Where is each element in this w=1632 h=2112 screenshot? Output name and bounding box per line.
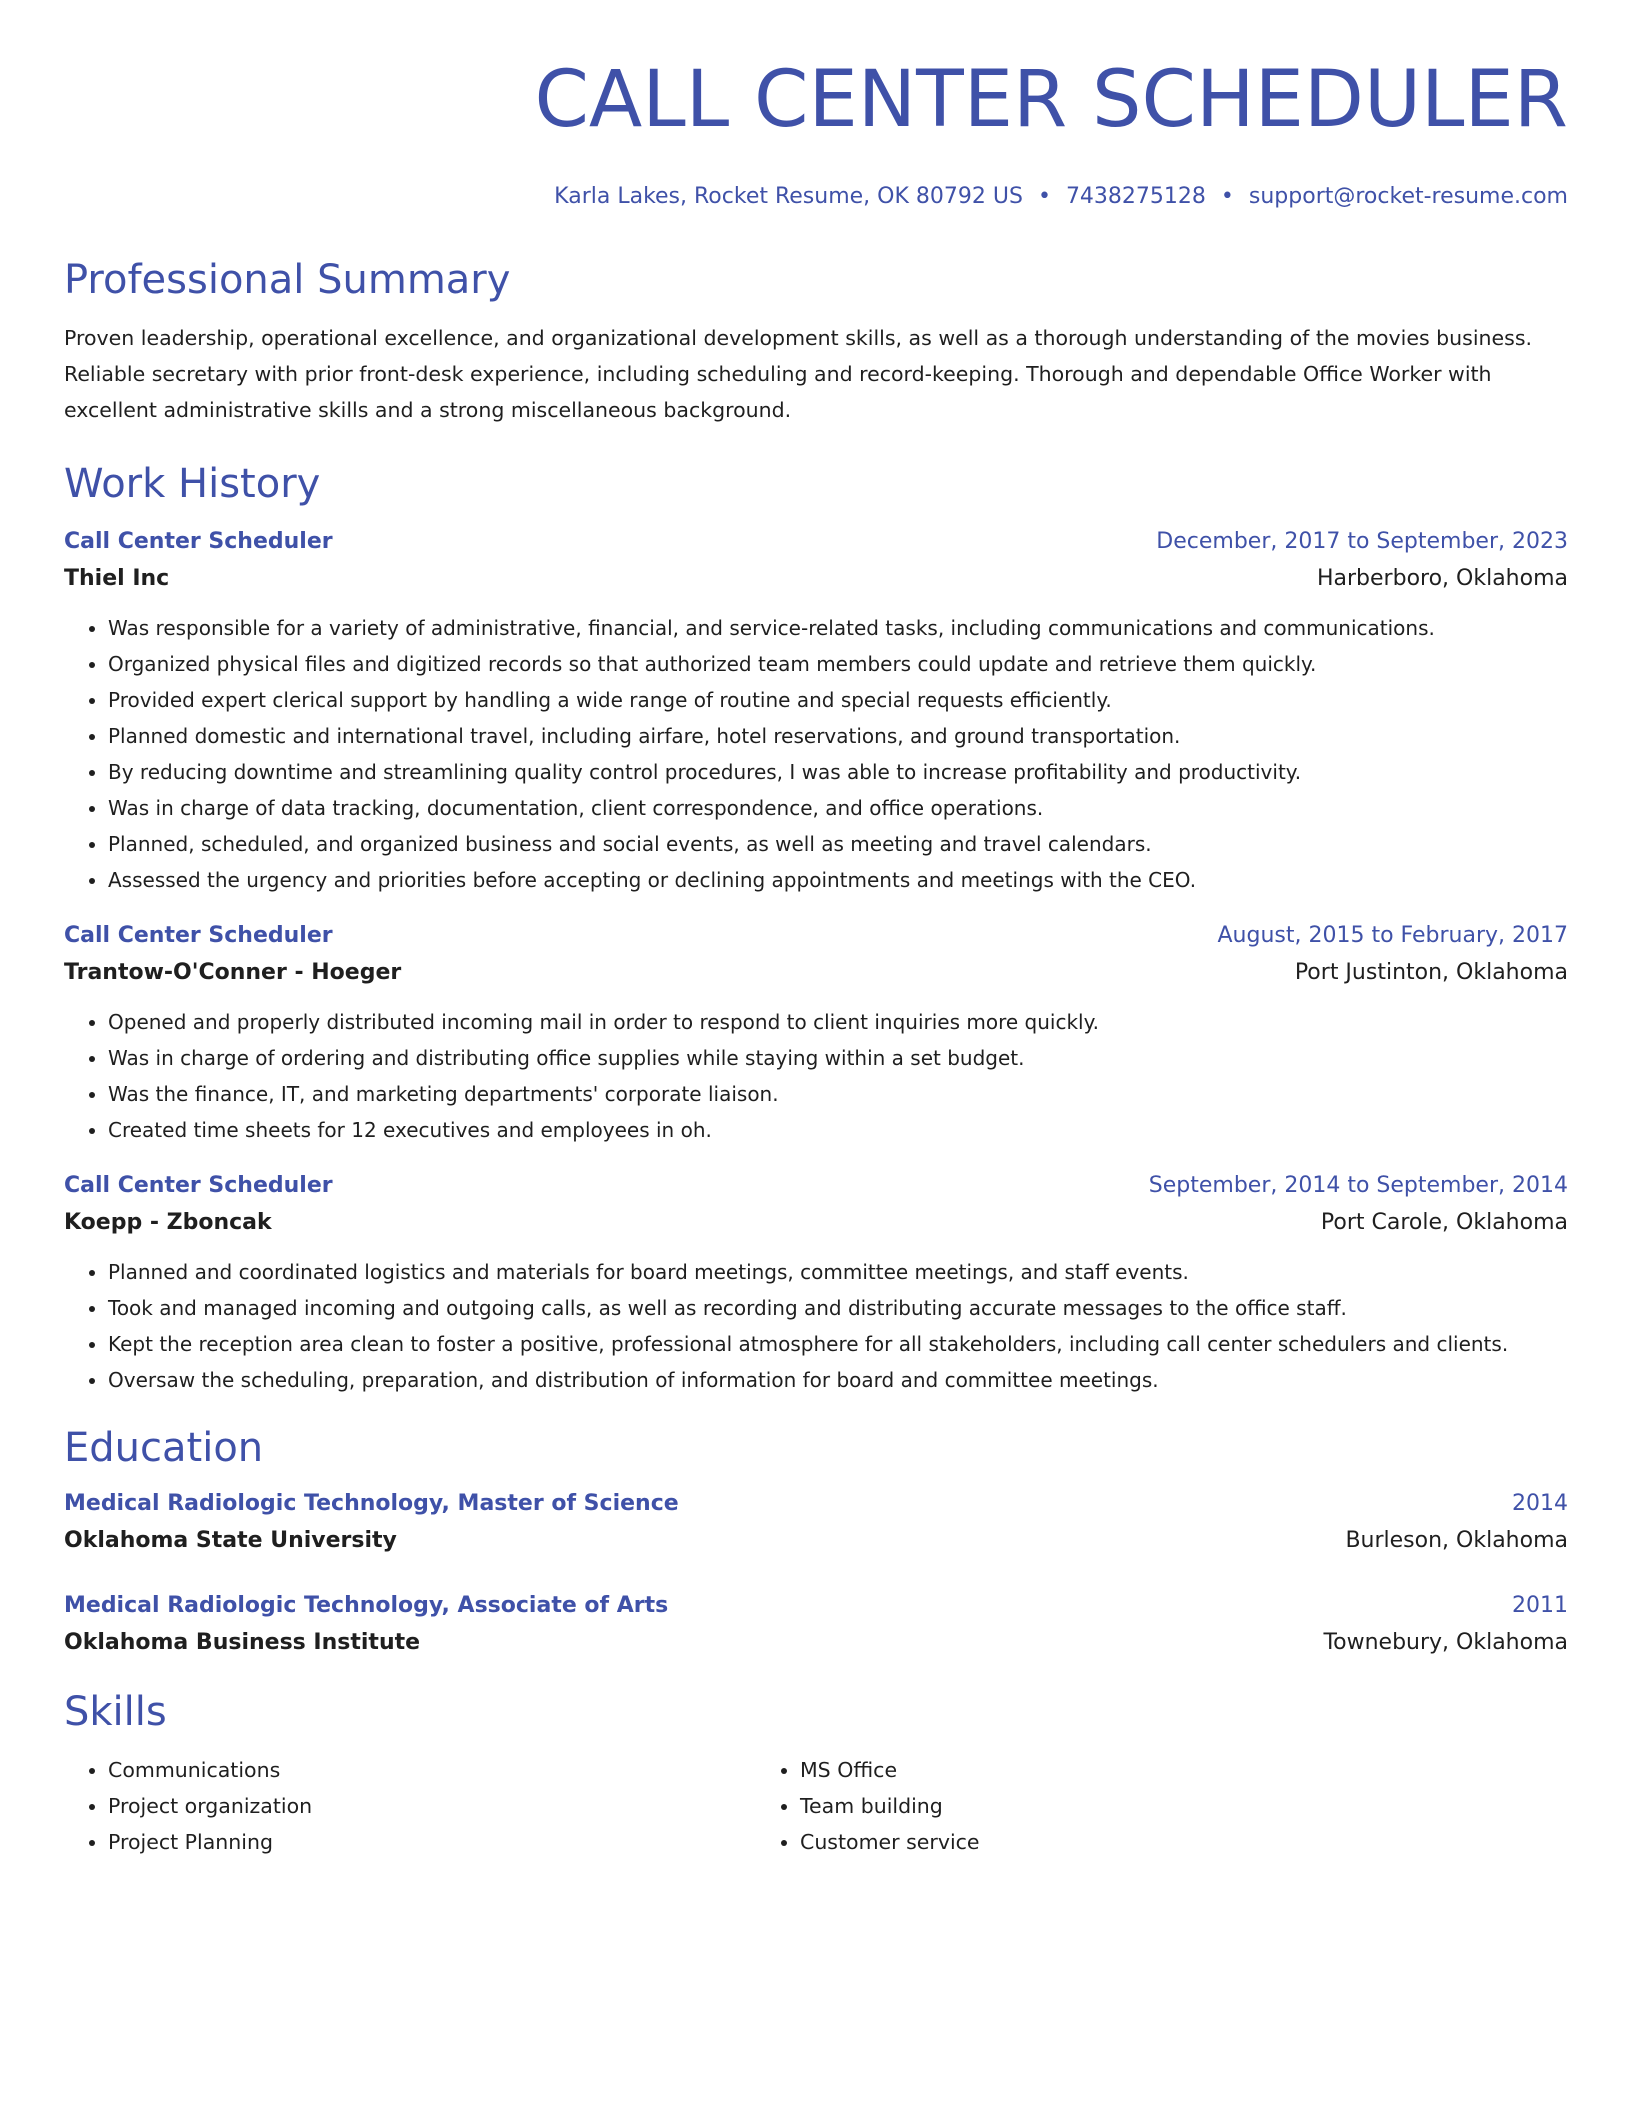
skills-list-left [64, 1752, 756, 1860]
list-item: • Organized physical files and digitized records so that authorized team members could update and retrieve them quickly. [108, 646, 1568, 682]
skills-heading: Skills [64, 1689, 167, 1735]
degree-year: 2011 [1512, 1593, 1568, 1618]
list-item: • Planned and coordinated logistics and materials for board meetings, committee meetings, and staff events. [108, 1254, 1568, 1290]
list-item: • Was responsible for a variety of administrative, financial, and service-related tasks, including communications and communications. [108, 610, 1568, 646]
company-name: Thiel Inc [64, 566, 170, 591]
job-location: Port Carole, Oklahoma [1320, 1210, 1568, 1235]
skill-item: • MS Office [800, 1752, 1448, 1788]
job-title: Call Center Scheduler [64, 1173, 333, 1198]
contact-email: support@rocket-resume.com [1248, 184, 1568, 209]
list-item: • Was in charge of ordering and distributing office supplies while staying within a set budget. [108, 1040, 1568, 1076]
list-item: • Was in charge of data tracking, documentation, client correspondence, and office operations. [108, 790, 1568, 826]
skills-section [64, 1686, 1568, 1860]
summary-section [64, 254, 1568, 428]
job-dates: August, 2015 to February, 2017 [1217, 923, 1568, 948]
skill-item: • Project organization [108, 1788, 756, 1824]
company-name: Trantow-O'Conner - Hoeger [64, 960, 402, 985]
list-item: • Kept the reception area clean to foster a positive, professional atmosphere for all stakeholders, including call center schedulers and clients. [108, 1326, 1568, 1362]
list-item: • Took and managed incoming and outgoing calls, as well as recording and distributing accurate messages to the office staff. [108, 1290, 1568, 1326]
skill-item: • Project Planning [108, 1824, 756, 1860]
job-title: Call Center Scheduler [64, 529, 333, 554]
work-entry [64, 918, 1568, 1148]
school-name: Oklahoma State University [64, 1528, 397, 1553]
work-entry-header [64, 918, 1568, 954]
job-location: Port Justinton, Oklahoma [1294, 960, 1568, 985]
education-entry [64, 1486, 1568, 1560]
work-entry-subheader [64, 560, 1568, 598]
skills-list-right [756, 1752, 1448, 1860]
job-dates: September, 2014 to September, 2014 [1148, 1173, 1568, 1198]
work-entry-header [64, 524, 1568, 560]
job-bullets [64, 1004, 1568, 1148]
company-name: Koepp - Zboncak [64, 1210, 272, 1235]
resume-title: CALL CENTER SCHEDULER [534, 55, 1568, 145]
contact-separator: • [1220, 184, 1234, 209]
degree-year: 2014 [1512, 1491, 1568, 1516]
education-entry-header [64, 1486, 1568, 1522]
work-history-heading: Work History [64, 461, 321, 507]
summary-heading: Professional Summary [64, 257, 511, 303]
skill-item: • Customer service [800, 1824, 1448, 1860]
school-location: Townebury, Oklahoma [1323, 1630, 1568, 1655]
list-item: • By reducing downtime and streamlining quality control procedures, I was able to increase profitability and productivity. [108, 754, 1568, 790]
contact-line [64, 182, 1568, 212]
list-item: • Planned, scheduled, and organized business and social events, as well as meeting and travel calendars. [108, 826, 1568, 862]
skills-columns [64, 1752, 1568, 1860]
education-entry-subheader [64, 1522, 1568, 1560]
contact-address: Karla Lakes, Rocket Resume, OK 80792 US [554, 184, 1023, 209]
job-dates: December, 2017 to September, 2023 [1156, 529, 1568, 554]
work-entry [64, 524, 1568, 898]
education-entry-subheader [64, 1624, 1568, 1662]
education-section [64, 1422, 1568, 1662]
job-bullets [64, 610, 1568, 898]
education-heading: Education [64, 1425, 264, 1471]
list-item: • Assessed the urgency and priorities before accepting or declining appointments and meetings with the CEO. [108, 862, 1568, 898]
contact-phone: 7438275128 [1065, 184, 1206, 209]
school-location: Burleson, Oklahoma [1345, 1528, 1568, 1553]
work-history-section [64, 458, 1568, 1398]
degree-title: Medical Radiologic Technology, Associate of Arts [64, 1593, 669, 1618]
work-entry [64, 1168, 1568, 1398]
work-entry-subheader [64, 954, 1568, 992]
skill-item: • Communications [108, 1752, 756, 1788]
work-entry-subheader [64, 1204, 1568, 1242]
degree-title: Medical Radiologic Technology, Master of Science [64, 1491, 679, 1516]
list-item: • Provided expert clerical support by handling a wide range of routine and special requests efficiently. [108, 682, 1568, 718]
list-item: • Created time sheets for 12 executives and employees in oh. [108, 1112, 1568, 1148]
work-entry-header [64, 1168, 1568, 1204]
list-item: • Opened and properly distributed incoming mail in order to respond to client inquiries more quickly. [108, 1004, 1568, 1040]
job-bullets [64, 1254, 1568, 1398]
job-title: Call Center Scheduler [64, 923, 333, 948]
skill-item: • Team building [800, 1788, 1448, 1824]
summary-text: Proven leadership, operational excellence, and organizational development skills, as well as a thorough understanding of the movies business. Reliable secretary with prior front-desk experience, including scheduling and record-keeping. Thorough and dependable Office Worker with excellent administrative skills and a strong miscellaneous background. [64, 326, 1533, 422]
list-item: • Was the finance, IT, and marketing departments' corporate liaison. [108, 1076, 1568, 1112]
education-entry-header [64, 1588, 1568, 1624]
contact-separator: • [1037, 184, 1051, 209]
education-entry [64, 1588, 1568, 1662]
list-item: • Oversaw the scheduling, preparation, and distribution of information for board and committee meetings. [108, 1362, 1568, 1398]
list-item: • Planned domestic and international travel, including airfare, hotel reservations, and ground transportation. [108, 718, 1568, 754]
job-location: Harberboro, Oklahoma [1316, 566, 1568, 591]
school-name: Oklahoma Business Institute [64, 1630, 421, 1655]
